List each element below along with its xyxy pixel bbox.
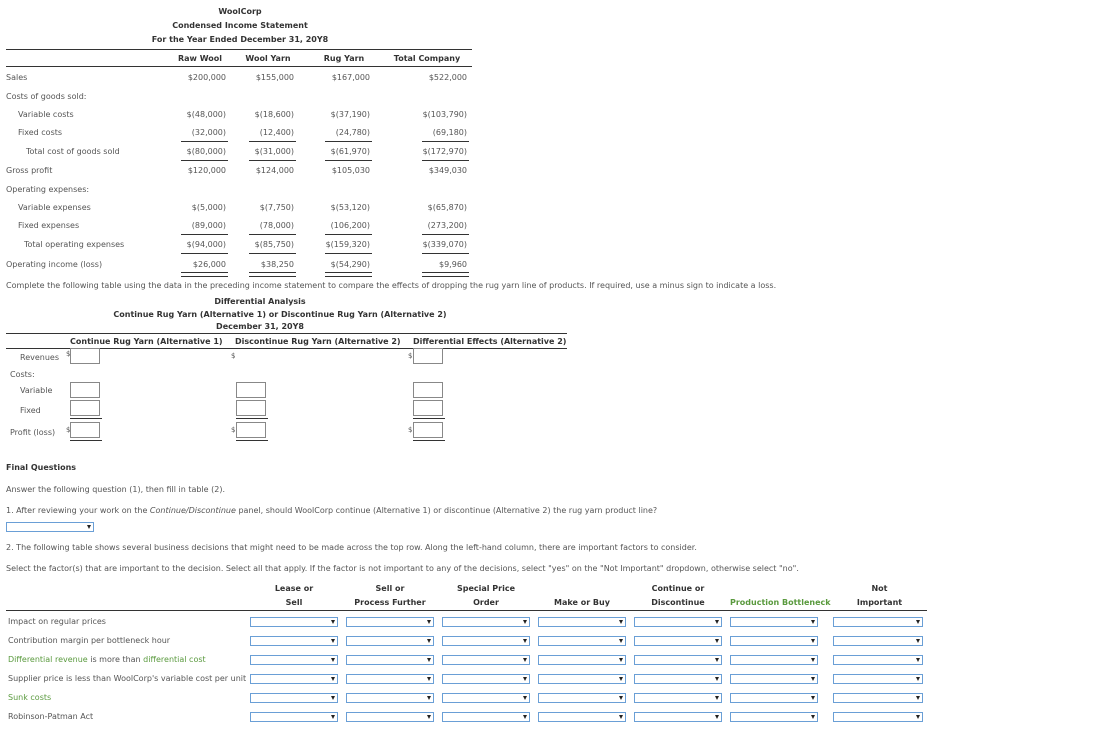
chevron-down-icon [811, 620, 815, 624]
factor-label [8, 693, 51, 702]
decision-dropdown[interactable] [833, 655, 923, 665]
underline [236, 440, 268, 441]
underline [422, 160, 469, 161]
fixed-label: Fixed [20, 406, 41, 415]
diff-subtitle: Continue Rug Yarn (Alternative 1) or Discontinue Rug Yarn (Alternative 2) [113, 310, 447, 319]
chevron-down-icon [619, 658, 623, 662]
decision-dropdown[interactable] [634, 617, 722, 627]
decision-dropdown[interactable] [634, 712, 722, 722]
chevron-down-icon [523, 658, 527, 662]
decision-dropdown[interactable] [442, 636, 530, 646]
cell-value: $349,030 [428, 166, 467, 175]
cell-value: $(54,290) [330, 260, 370, 269]
dollar-sign: $ [408, 352, 413, 360]
diff-col-continue: Continue Rug Yarn (Alternative 1) [70, 337, 223, 346]
dollar-sign: $ [231, 352, 236, 360]
decision-dropdown[interactable] [538, 693, 626, 703]
underline [249, 141, 296, 142]
underline [325, 253, 372, 254]
cell-value: $26,000 [192, 260, 226, 269]
underline [249, 253, 296, 254]
chevron-down-icon [331, 715, 335, 719]
fixed-alt2-input[interactable] [236, 400, 266, 416]
chevron-down-icon [811, 715, 815, 719]
factor-text: Impact on regular prices [8, 617, 106, 626]
chevron-down-icon [811, 677, 815, 681]
double-underline [181, 272, 228, 277]
factor-label [8, 712, 93, 721]
row-label: Sales [6, 73, 28, 82]
decision-col-header-line1: Continue or [651, 584, 705, 593]
underline [413, 440, 445, 441]
cell-value: $(48,000) [186, 110, 226, 119]
cell-value: $(80,000) [186, 147, 226, 156]
decision-dropdown[interactable] [538, 617, 626, 627]
chevron-down-icon [331, 639, 335, 643]
cell-value: $(37,190) [330, 110, 370, 119]
chevron-down-icon [715, 639, 719, 643]
chevron-down-icon [427, 677, 431, 681]
decision-col-header-line2: Order [473, 598, 499, 607]
factor-label [8, 674, 246, 683]
chevron-down-icon [523, 696, 527, 700]
decision-col-header-line2: Important [856, 598, 903, 607]
profit-alt2-input[interactable] [236, 422, 266, 438]
cell-value: (69,180) [432, 128, 467, 137]
chevron-down-icon [811, 658, 815, 662]
cell-value: (12,400) [259, 128, 294, 137]
cell-value: $(94,000) [186, 240, 226, 249]
decision-dropdown[interactable] [634, 636, 722, 646]
chevron-down-icon [619, 639, 623, 643]
column-rule [6, 66, 472, 67]
row-label: Costs of goods sold: [6, 92, 87, 101]
chevron-down-icon [715, 715, 719, 719]
decision-dropdown[interactable] [730, 712, 818, 722]
cell-value: $(103,790) [422, 110, 467, 119]
decision-dropdown[interactable] [538, 655, 626, 665]
q1-text: panel, should WoolCorp continue (Alternative 1) or discontinue (Alternative 2) the rug yarn product line? [235, 506, 658, 515]
column-header: Total Company [393, 54, 461, 63]
revenues-alt1-input[interactable] [70, 348, 100, 364]
decision-dropdown[interactable] [250, 617, 338, 627]
costs-label: Costs: [10, 370, 35, 379]
decision-dropdown[interactable] [346, 636, 434, 646]
underline [422, 141, 469, 142]
chevron-down-icon [916, 677, 920, 681]
chevron-down-icon [523, 677, 527, 681]
cell-value: (78,000) [259, 221, 294, 230]
factor-label [8, 636, 170, 645]
q1-text: 1. After reviewing your work on the [6, 506, 150, 515]
underline [413, 418, 445, 419]
chevron-down-icon [811, 639, 815, 643]
cell-value: $167,000 [331, 73, 370, 82]
q1-italic: Continue/Discontinue [149, 506, 236, 515]
decision-dropdown[interactable] [442, 693, 530, 703]
variable-alt2-input[interactable] [236, 382, 266, 398]
decision-dropdown[interactable] [346, 712, 434, 722]
underline [181, 234, 228, 235]
chevron-down-icon [916, 715, 920, 719]
variable-diff-input[interactable] [413, 382, 443, 398]
decision-dropdown[interactable] [538, 674, 626, 684]
chevron-down-icon [916, 639, 920, 643]
chevron-down-icon [619, 715, 623, 719]
chevron-down-icon [523, 620, 527, 624]
cell-value: (273,200) [427, 221, 467, 230]
decision-col-header-line2: Sell [285, 598, 303, 607]
column-header: Rug Yarn [323, 54, 365, 63]
decision-col-header-line2: Production Bottleneck [730, 598, 831, 607]
diff-rule [6, 333, 567, 334]
statement-title: Condensed Income Statement [172, 21, 308, 30]
chevron-down-icon [715, 696, 719, 700]
underline [422, 234, 469, 235]
cell-value: $(339,070) [422, 240, 467, 249]
cell-value: (106,200) [330, 221, 370, 230]
row-label: Fixed costs [18, 128, 63, 137]
factor-text: Robinson-Patman Act [8, 712, 94, 721]
instruction-text: Complete the following table using the data in the preceding income statement to compare the effects of dropping the rug yarn line of products. If required, use a minus sign to indicate a loss. [6, 281, 777, 290]
decision-dropdown[interactable] [250, 693, 338, 703]
cell-value: $(85,750) [254, 240, 294, 249]
decision-col-header-line1: Sell or [375, 584, 405, 593]
chevron-down-icon [916, 696, 920, 700]
decision-col-header-line2: Process Further [354, 598, 426, 607]
underline [249, 160, 296, 161]
glossary-link[interactable]: Sunk costs [8, 693, 52, 702]
decision-header-rule [6, 610, 927, 611]
question-1 [6, 506, 657, 515]
cell-value: $(172,970) [422, 147, 467, 156]
decision-dropdown[interactable] [833, 617, 923, 627]
decision-col-header-line1: Lease or [274, 584, 314, 593]
row-label: Variable expenses [18, 203, 91, 212]
statement-period: For the Year Ended December 31, 20Y8 [151, 35, 329, 44]
chevron-down-icon [523, 639, 527, 643]
company-name: WoolCorp [218, 7, 262, 16]
row-label: Operating income (loss) [6, 260, 103, 269]
decision-col-header-line1: Special Price [456, 584, 516, 593]
cell-value: $(61,970) [330, 147, 370, 156]
row-label: Total operating expenses [24, 240, 125, 249]
variable-label: Variable [20, 386, 53, 395]
decision-dropdown[interactable] [250, 636, 338, 646]
decision-dropdown[interactable] [634, 655, 722, 665]
decision-dropdown[interactable] [250, 674, 338, 684]
chevron-down-icon [427, 620, 431, 624]
profit-label: Profit (loss) [10, 428, 56, 437]
dollar-sign: $ [408, 426, 413, 434]
row-label: Variable costs [18, 110, 74, 119]
cell-value: $(31,000) [254, 147, 294, 156]
double-underline [325, 272, 372, 277]
glossary-link[interactable]: Differential revenue [8, 655, 88, 664]
decision-dropdown[interactable] [538, 712, 626, 722]
question-2: 2. The following table shows several business decisions that might need to be made across the top row. Along the left-hand column, there are important factors to consider. [6, 543, 697, 552]
decision-dropdown[interactable] [346, 617, 434, 627]
decision-col-header-line2: Make or Buy [554, 598, 610, 607]
decision-dropdown[interactable] [346, 655, 434, 665]
chevron-down-icon [427, 639, 431, 643]
row-label: Gross profit [6, 166, 53, 175]
final-heading: Final Questions [6, 463, 77, 472]
chevron-down-icon [715, 677, 719, 681]
decision-dropdown[interactable] [730, 617, 818, 627]
underline [181, 160, 228, 161]
chevron-down-icon [331, 696, 335, 700]
dollar-sign: $ [66, 426, 71, 434]
underline [422, 253, 469, 254]
cell-value: (32,000) [191, 128, 226, 137]
diff-date: December 31, 20Y8 [216, 322, 304, 331]
diff-col-discontinue: Discontinue Rug Yarn (Alternative 2) [235, 337, 401, 346]
underline [236, 418, 268, 419]
underline [249, 234, 296, 235]
chevron-down-icon [715, 620, 719, 624]
decision-dropdown[interactable] [833, 674, 923, 684]
row-label: Total cost of goods sold [26, 147, 120, 156]
final-intro: Answer the following question (1), then fill in table (2). [6, 485, 225, 494]
row-label: Operating expenses: [6, 185, 90, 194]
double-underline [249, 272, 296, 277]
column-header: Wool Yarn [245, 54, 291, 63]
cell-value: $522,000 [428, 73, 467, 82]
revenues-diff-input[interactable] [413, 348, 443, 364]
underline [70, 440, 102, 441]
chevron-down-icon [427, 715, 431, 719]
chevron-down-icon [427, 696, 431, 700]
decision-dropdown[interactable] [442, 674, 530, 684]
chevron-down-icon [331, 658, 335, 662]
cell-value: $200,000 [187, 73, 226, 82]
decision-col-header-line2: Discontinue [651, 598, 705, 607]
double-underline [422, 272, 469, 277]
decision-dropdown[interactable] [730, 655, 818, 665]
cell-value: $(65,870) [427, 203, 467, 212]
cell-value: (24,780) [335, 128, 370, 137]
cell-value: $155,000 [255, 73, 294, 82]
decision-dropdown[interactable] [833, 712, 923, 722]
decision-col-header-line1: Not [871, 584, 888, 593]
chevron-down-icon [619, 677, 623, 681]
dollar-sign: $ [231, 426, 236, 434]
decision-dropdown[interactable] [442, 712, 530, 722]
cell-value: $38,250 [260, 260, 294, 269]
fixed-diff-input[interactable] [413, 400, 443, 416]
decision-dropdown[interactable] [634, 693, 722, 703]
profit-alt1-input[interactable] [70, 422, 100, 438]
chevron-down-icon [331, 677, 335, 681]
factor-text: is more than [87, 655, 144, 664]
underline [181, 141, 228, 142]
decision-dropdown[interactable] [250, 655, 338, 665]
chevron-down-icon [619, 696, 623, 700]
cell-value: $(5,000) [191, 203, 226, 212]
underline [325, 141, 372, 142]
decision-dropdown[interactable] [730, 693, 818, 703]
chevron-down-icon [715, 658, 719, 662]
cell-value: $(7,750) [259, 203, 294, 212]
chevron-down-icon [916, 658, 920, 662]
chevron-down-icon [87, 525, 91, 529]
chevron-down-icon [523, 715, 527, 719]
decision-dropdown[interactable] [730, 674, 818, 684]
fixed-alt1-input[interactable] [70, 400, 100, 416]
profit-diff-input[interactable] [413, 422, 443, 438]
cell-value: (89,000) [191, 221, 226, 230]
factor-label [8, 655, 206, 664]
decision-dropdown[interactable] [346, 674, 434, 684]
header-rule [6, 49, 472, 50]
decision-dropdown[interactable] [538, 636, 626, 646]
underline [325, 160, 372, 161]
decision-dropdown[interactable] [250, 712, 338, 722]
chevron-down-icon [811, 696, 815, 700]
variable-alt1-input[interactable] [70, 382, 100, 398]
diff-col-effects: Differential Effects (Alternative 2) [413, 337, 567, 346]
revenues-label: Revenues [20, 353, 60, 362]
cell-value: $(18,600) [254, 110, 294, 119]
question-2-instructions: Select the factor(s) that are important to the decision. Select all that apply. If the factor is not important to any of the decisions, select "yes" on the "Not Important" dropdown, otherwise select "no". [6, 564, 799, 573]
cell-value: $(53,120) [330, 203, 370, 212]
decision-dropdown[interactable] [442, 617, 530, 627]
decision-dropdown[interactable] [634, 674, 722, 684]
dollar-sign: $ [66, 350, 71, 358]
column-header: Raw Wool [177, 54, 222, 63]
diff-title: Differential Analysis [214, 297, 306, 306]
cell-value: $105,030 [331, 166, 370, 175]
chevron-down-icon [427, 658, 431, 662]
chevron-down-icon [619, 620, 623, 624]
decision-dropdown[interactable] [730, 636, 818, 646]
factor-text: Contribution margin per bottleneck hour [8, 636, 171, 645]
decision-dropdown[interactable] [442, 655, 530, 665]
factor-text: Supplier price is less than WoolCorp's variable cost per unit [8, 674, 247, 683]
chevron-down-icon [331, 620, 335, 624]
glossary-link[interactable]: differential cost [143, 655, 206, 664]
factor-label [8, 617, 106, 626]
decision-dropdown[interactable] [346, 693, 434, 703]
cell-value: $124,000 [255, 166, 294, 175]
cell-value: $120,000 [187, 166, 226, 175]
cell-value: $(159,320) [325, 240, 370, 249]
row-label: Fixed expenses [18, 221, 80, 230]
cell-value: $9,960 [439, 260, 467, 269]
chevron-down-icon [916, 620, 920, 624]
decision-dropdown[interactable] [833, 636, 923, 646]
continue-discontinue-dropdown[interactable] [6, 522, 94, 532]
underline [181, 253, 228, 254]
decision-dropdown[interactable] [833, 693, 923, 703]
underline [70, 418, 102, 419]
underline [325, 234, 372, 235]
